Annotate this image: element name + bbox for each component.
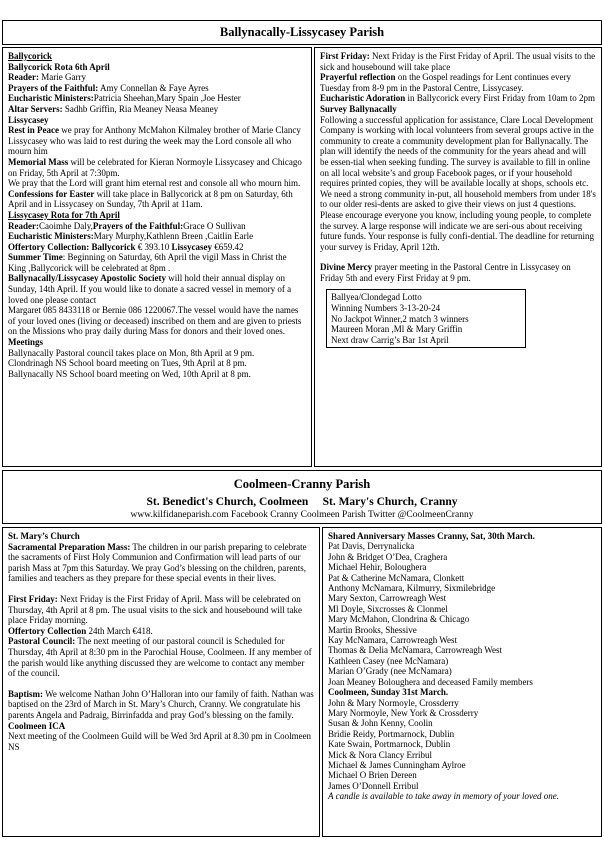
ballynacally-left-text-run: Amy Connellan & Faye Ayres: [98, 82, 209, 93]
ballynacally-right-paragraph: Survey Ballynacally: [320, 103, 397, 114]
coolmeen-right-paragraph: Joan Meaney Boloughera and deceased Family members: [328, 676, 533, 687]
ballynacally-left-text-run: Patricia Sheehan,Mary Spain ,Joe Hester: [93, 93, 241, 104]
ballynacally-left-text-run: Reader:: [8, 220, 39, 231]
coolmeen-left-paragraph: [8, 679, 314, 689]
coolmeen-right-paragraph: Michael O Brien Dereen: [328, 770, 417, 781]
lotto-box: [326, 289, 526, 348]
coolmeen-churches: St. Benedict's Church, Coolmeen St. Mary's Church, Cranny: [146, 496, 458, 508]
coolmeen-left-column: [2, 527, 320, 837]
coolmeen-right-paragraph: Pat & Catherine McNamara, Clonkett: [328, 572, 465, 583]
coolmeen-right-paragraph: Kate Swain, Portmarnock, Dublin: [328, 739, 451, 750]
coolmeen-right-paragraph: James O’Donnell Erribul: [328, 780, 419, 791]
coolmeen-right-paragraph: Susan & John Kenny, Coolin: [328, 718, 433, 729]
coolmeen-right-paragraph: Mick & Nora Clancy Erribul: [328, 749, 432, 760]
coolmeen-right-paragraph: John & Bridget O’Dea, Craghera: [328, 551, 448, 562]
ballynacally-left-paragraph: Ballycorick: [8, 51, 52, 61]
coolmeen-left-paragraph: [8, 689, 314, 721]
ballynacally-left-text-run: Ballynacally/Lissycasey Apostolic Society: [8, 273, 167, 284]
ballynacally-left-paragraph: Ballycorick Rota 6th April: [8, 61, 110, 72]
ballynacally-right-paragraph: Following a successful application for assistance, Clare Local Development Company is working with local volunteers from several groups active in the community to create a community development plan for Ballynacally. The plan will identify the needs of the community for the years ahead and will be essen-tial when seeking funding. The survey is available to fill in online on all local website’s and group Facebook pages, or if your household requires printed copies, they will be available locally at shops, schools etc. We need a strong community in-put, all household members from under 18's to our older resi-dents are asked to give their views on just 4 questions. Please encourage everyone you know, including young people, to complete the survey. A large response will indicate we are seri-ous about receiving future funds. Your response is fully confi-dential. The deadline for returning your survey is Friday, April 12th.: [320, 114, 596, 252]
coolmeen-right-paragraph: Pat Davis, Derrynalicka: [328, 541, 415, 552]
lotto-line: Next draw Carrig’s Bar 1st April: [331, 334, 449, 345]
ballynacally-left-text-run: Sadhb Griffin, Ria Meaney Neasa Meaney: [62, 103, 219, 114]
ballynacally-right-paragraph: [320, 252, 596, 262]
ballynacally-header: [2, 20, 602, 45]
ballynacally-left-paragraph: [8, 93, 306, 104]
coolmeen-web-links: www.kilfidaneparish.com Facebook Cranny Coolmeen Parish Twitter @CoolmeenCranny: [130, 510, 474, 520]
ballynacally-left-text-run: € 393.10: [135, 241, 172, 252]
ballynacally-left-text-run: Rest in Peace: [8, 125, 59, 136]
ballynacally-right-text-run: in Ballycorick every First Friday from 10am to 2pm: [405, 93, 595, 104]
coolmeen-right-paragraph: Anthony McNamara, Kilmurry, Sixmilebridge: [328, 583, 496, 594]
coolmeen-right-paragraph: Marian O’Grady (nee McNamara): [328, 666, 452, 677]
coolmeen-left-text-run: First Friday:: [8, 593, 58, 604]
ballynacally-left-paragraph: [8, 242, 306, 253]
ballynacally-left-paragraph: [8, 72, 306, 83]
ballynacally-right-text-run: Divine Mercy: [320, 262, 373, 273]
ballynacally-right-text-run: on the Gospel readings for Lent continues every Tuesday from 8-9 pm in the Pastoral Centre, Lissycasey.: [320, 72, 572, 93]
coolmeen-left-text-run: Next Friday is the First Friday of April. Mass will be celebrated on Thursday, 4th April at 8 pm. The usual visits to the sick and housebound will take place Friday morning.: [8, 593, 302, 626]
ballynacally-left-paragraph: Margaret 085 8433118 or Bernie 086 1220067.The vessel would have the names of your loved ones (living or deceased) inscribed on them and are given to priests on the Missions who pray daily during Mass for donors and their loved ones.: [8, 305, 302, 337]
ballynacally-left-text-run: €659.42: [211, 241, 244, 252]
ballynacally-title: Ballynacally-Lissycasey Parish: [219, 25, 385, 39]
coolmeen-left-paragraph: Coolmeen ICA: [8, 720, 66, 731]
ballynacally-left-text-run: Eucharistic Ministers:: [8, 93, 94, 104]
ballynacally-left-paragraph: [8, 104, 306, 115]
ballynacally-left-paragraph: [8, 125, 306, 157]
coolmeen-left-paragraph: [8, 626, 314, 637]
coolmeen-right-paragraph: Ml Doyle, Sixcrosses & Clonmel: [328, 603, 448, 614]
coolmeen-left-paragraph: Next meeting of the Coolmeen Guild will be Wed 3rd April at 8.30 pm in Coolmeen NS: [8, 731, 312, 752]
ballynacally-left-paragraph: Clondrinagh NS School board meeting on Tues, 9th April at 8 pm.: [8, 358, 247, 369]
ballynacally-left-paragraph: [8, 231, 306, 242]
coolmeen-left-text-run: Sacramental Preparation Mass:: [8, 541, 131, 552]
coolmeen-left-paragraph: [8, 636, 314, 678]
coolmeen-left-text-run: Pastoral Council:: [8, 636, 76, 647]
ballynacally-left-paragraph: [8, 189, 306, 210]
ballynacally-left-paragraph: [8, 252, 306, 273]
ballynacally-left-text-run: Memorial Mass: [8, 156, 69, 167]
coolmeen-left-text-run: Baptism:: [8, 688, 44, 699]
ballynacally-left-text-run: Caoimhe Daly,: [39, 220, 93, 231]
ballynacally-left-text-run: : Beginning on Saturday, 6th April the vigil Mass in Christ the King ,Ballycorick will be celebrated at 8pm .: [8, 252, 287, 273]
ballynacally-right-paragraph: [320, 51, 596, 72]
ballynacally-left-text-run: Eucharistic Ministers:: [8, 231, 94, 242]
ballynacally-left-paragraph: Lissycasey: [8, 114, 49, 125]
ballynacally-right-paragraph: [320, 72, 596, 93]
ballynacally-left-text-run: Lissycasey: [171, 241, 212, 252]
ballynacally-left-text-run: Offertory Collection: Ballycorick: [8, 241, 136, 252]
ballynacally-left-text-run: we pray for Anthony McMahon Kilmaley brother of Marie Clancy Lissycasey who was laid to rest during the week may the Lord console all who mourn him: [8, 125, 301, 157]
ballynacally-right-paragraph: [320, 93, 596, 104]
ballynacally-right-text-run: Prayerful reflection: [320, 72, 396, 83]
ballynacally-left-text-run: Prayers of the Faithful:: [8, 82, 99, 93]
ballynacally-left-paragraph: [8, 157, 306, 178]
coolmeen-right-paragraph: Coolmeen, Sunday 31st March.: [328, 687, 449, 698]
coolmeen-left-text-run: We welcome Nathan John O’Halloran into our family of faith. Nathan was baptised on the 23rd of March in St. Mary’s Church, Cranny. We congratulate his parents Angela and Padraig, Birrinfadda and pray God’s blessing on the family.: [8, 688, 314, 720]
ballynacally-left-text-run: will be celebrated for Kieran Normoyle Lissycasey and Chicago on Friday, 5th April at 7:30pm.: [8, 156, 302, 178]
ballynacally-right-text: [320, 51, 596, 283]
ballynacally-right-text-run: Next Friday is the First Friday of April. The usual visits to the sick and housebound will take place: [320, 51, 596, 72]
ballynacally-left-paragraph: Lissycasey Rota for 7th April: [8, 209, 120, 220]
ballynacally-right-column: [314, 47, 602, 467]
coolmeen-right-paragraph: Kay McNamara, Carrowreagh West: [328, 635, 458, 646]
coolmeen-right-paragraph: Mary McMahon, Clondrina & Chicago: [328, 614, 470, 625]
coolmeen-right-paragraph: John & Mary Normoyle, Crossderry: [328, 697, 459, 708]
ballynacally-left-text-run: will take place in Ballycorick at 8 pm on Saturday, 6th April and in Lissycasey on Sunday, 7th April at 11am.: [8, 188, 293, 210]
lotto-line: Winning Numbers 3-13-20-24: [331, 303, 441, 314]
ballynacally-left-text-run: Mary Murphy,Kathlenn Breen ,Caitlin Earle: [93, 231, 254, 242]
ballynacally-right-text-run: prayer meeting in the Pastoral Centre in Lissycasey on Friday 5th and every First Friday at 9 pm.: [320, 262, 571, 283]
coolmeen-left-text-run: The next meeting of our pastoral council is Scheduled for Thursday, 4th April at 8:30 pm in the Parochial House, Coolmeen. If any member of the parish would like anything discussed they are welcome to contact any member of the council.: [8, 636, 312, 679]
coolmeen-right-paragraph: Bridie Reidy, Portmarnock, Dublin: [328, 728, 455, 739]
coolmeen-right-column: [322, 527, 602, 837]
ballynacally-left-text-run: Reader:: [8, 72, 39, 83]
ballynacally-left-text-run: Confessions for Easter: [8, 188, 95, 199]
coolmeen-title: Coolmeen-Cranny Parish: [233, 477, 371, 491]
ballynacally-left-text-run: Grace O Sullivan: [183, 220, 246, 231]
ballynacally-left-paragraph: Meetings: [8, 337, 43, 348]
ballynacally-left-text-run: Altar Servers:: [8, 103, 63, 114]
ballynacally-left-text-run: will hold their annual display on Sunday, 14th April. If you would like to donate a sacred vessel in memory of a loved one please contact: [8, 273, 292, 305]
coolmeen-right-paragraph: Mary Sexton, Carrowreagh West: [328, 593, 447, 604]
coolmeen-left-text-run: The children in our parish preparing to celebrate the sacraments of First Holy Communion and Confirmation will lead parts of our parish Mass at 7pm this Saturday. We pray God’s blessing on the children, parents, families and teachers as they prepare for these special events in their lives.: [8, 541, 307, 584]
coolmeen-left-paragraph: [8, 584, 314, 594]
coolmeen-right-paragraph: Martin Brooks, Shessive: [328, 624, 417, 635]
coolmeen-left-paragraph: [8, 594, 314, 626]
ballynacally-left-paragraph: [8, 83, 306, 94]
ballynacally-left-text-run: Prayers of the Faithful:: [92, 220, 184, 231]
coolmeen-right-paragraph: Michael & James Cunningham Aylroe: [328, 759, 466, 770]
coolmeen-right-paragraph: Kathleen Casey (nee McNamara): [328, 655, 449, 666]
ballynacally-left-text-run: Marie Garry: [39, 72, 86, 83]
coolmeen-right-paragraph: Thomas & Delia McNamara, Carrowreagh West: [328, 645, 503, 656]
coolmeen-left-text-run: Offertory Collection: [8, 625, 87, 636]
ballynacally-right-text-run: Eucharistic Adoration: [320, 93, 406, 104]
ballynacally-left-paragraph: We pray that the Lord will grant him eternal rest and console all who mourn him.: [8, 178, 301, 189]
lotto-line: Ballyea/Clondegad Lotto: [331, 292, 422, 303]
coolmeen-right-paragraph: Shared Anniversary Masses Cranny, Sat, 30th March.: [328, 531, 535, 541]
coolmeen-left-paragraph: [8, 542, 314, 584]
coolmeen-header: [2, 470, 602, 524]
coolmeen-left-text-run: 24th March €418.: [86, 625, 153, 636]
ballynacally-right-paragraph: [320, 262, 596, 283]
ballynacally-right-text-run: First Friday:: [320, 51, 370, 61]
lotto-line: Maureen Moran ,Ml & Mary Griffin: [331, 324, 463, 335]
ballynacally-left-column: [2, 47, 312, 467]
ballynacally-left-paragraph: [8, 221, 306, 232]
ballynacally-left-paragraph: [8, 273, 306, 305]
coolmeen-right-paragraph: A candle is available to take away in memory of your loved one.: [328, 791, 560, 802]
ballynacally-left-paragraph: Ballynacally Pastoral council takes place on Mon, 8th April at 9 pm.: [8, 347, 255, 358]
ballynacally-left-paragraph: Ballynacally NS School board meeting on Wed, 10th April at 8 pm.: [8, 368, 251, 379]
lotto-line: No Jackpot Winner,2 match 3 winners: [331, 313, 469, 324]
coolmeen-right-paragraph: Mary Normoyle, New York & Crossderry: [328, 707, 479, 718]
ballynacally-left-text-run: Summer Time: [8, 252, 63, 263]
coolmeen-right-paragraph: Michael Hehir, Boloughera: [328, 562, 427, 573]
coolmeen-left-paragraph: St. Mary’s Church: [8, 531, 80, 541]
